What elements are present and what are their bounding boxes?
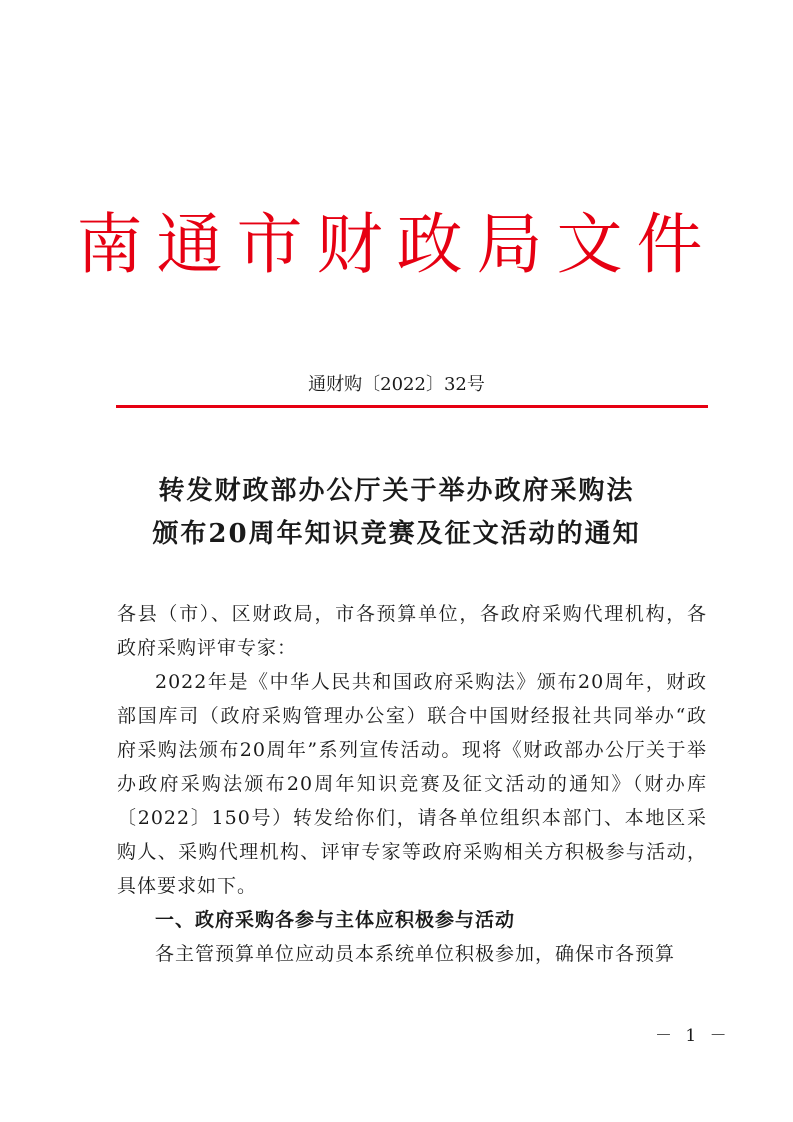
notice-title-line-1: 转发财政部办公厅关于举办政府采购法 [158, 476, 635, 506]
red-divider-line [116, 405, 708, 408]
document-body [117, 597, 707, 971]
page-number: － 1 － [655, 1026, 731, 1046]
section-heading: 一、政府采购各参与主体应积极参与活动 [155, 909, 516, 931]
body-paragraph: 各主管预算单位应动员本系统单位积极参加，确保市各预算 [155, 943, 676, 965]
document-number: 通财购〔2022〕32号 [308, 374, 485, 395]
notice-title-line-2: 颁布20周年知识竞赛及征文活动的通知 [152, 519, 641, 549]
issuing-authority-header: 南通市财政局文件 [76, 206, 717, 283]
salutation: 各县（市）、区财政局，市各预算单位，各政府采购代理机构，各政府采购评审专家： [117, 603, 707, 659]
body-paragraph: 2022年是《中华人民共和国政府采购法》颁布20周年，财政部国库司（政府采购管理办公室）联合中国财经报社共同举办“政府采购法颁布20周年”系列宣传活动。现将《财政部办公厅关于举办政府采购法颁布20周年知识竞赛及征文活动的通知》（财办库〔2022〕150号）转发给你们，请各单位组织本部门、本地区采购人、采购代理机构、评审专家等政府采购相关方积极参与活动，具体要求如下。 [117, 671, 707, 897]
